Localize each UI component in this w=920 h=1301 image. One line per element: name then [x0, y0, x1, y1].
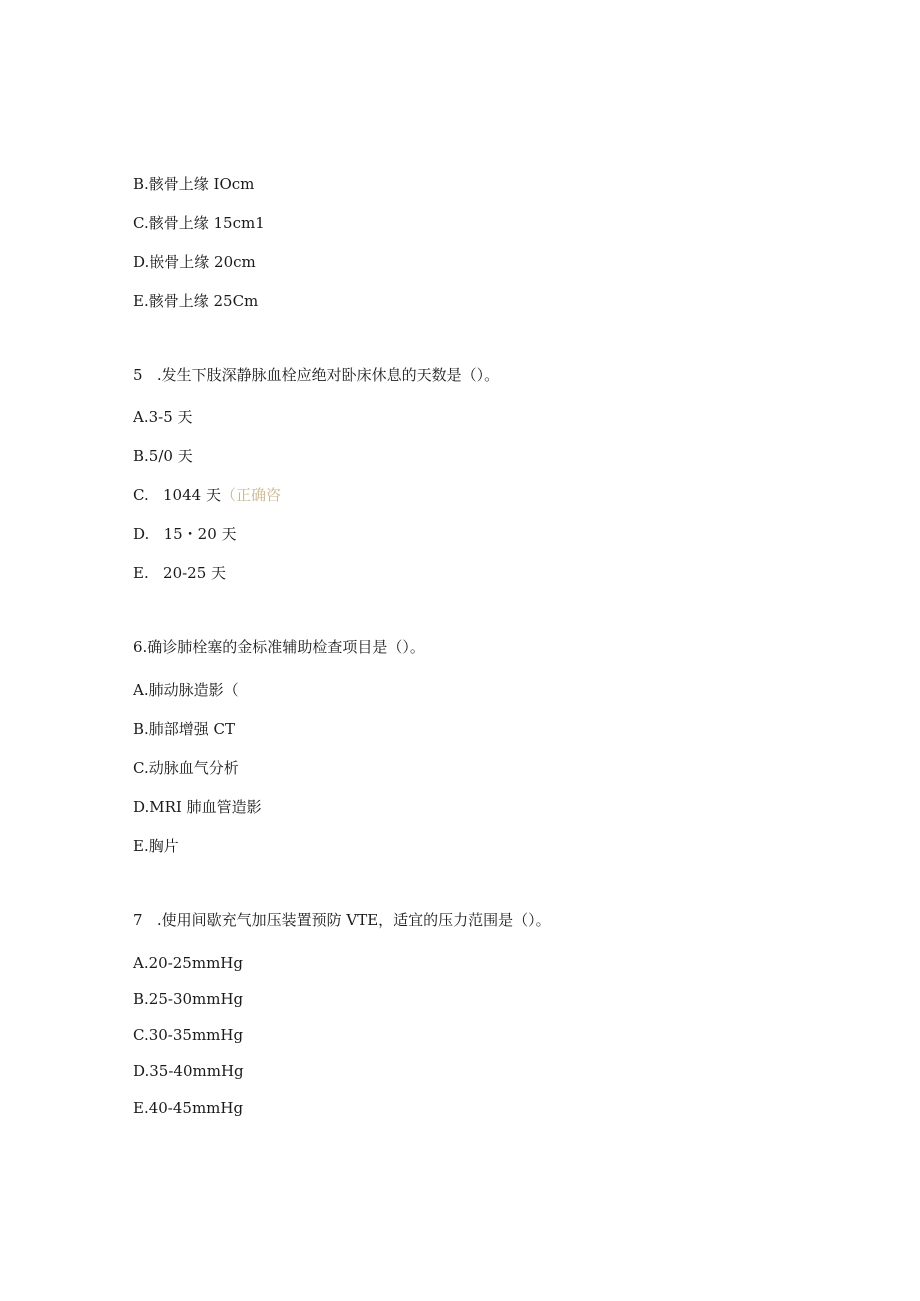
q4-option-c: C.骸骨上缘 15cm1: [133, 214, 265, 232]
q7-option-b: B.25-30mmHg: [133, 990, 244, 1008]
q7-option-e: E.40-45mmHg: [133, 1099, 244, 1117]
q7-option-a: A.20-25mmHg: [133, 954, 243, 972]
q5-option-e: E. 20-25 天: [133, 564, 227, 582]
q4-option-b: B.骸骨上缘 IOcm: [133, 175, 255, 193]
q6-option-b: B.肺部增强 CT: [133, 720, 236, 738]
q5-question: 5 .发生下肢深静脉血栓应绝对卧床休息的天数是（）。: [133, 366, 500, 384]
q5-option-b: B.5/0 天: [133, 447, 193, 465]
q5-option-c: [133, 485, 281, 505]
q5-option-d: D. 15・20 天: [133, 525, 237, 543]
q5-answer-hint: （正确咨: [220, 486, 281, 504]
q6-option-a: A.肺动脉造影（: [133, 681, 239, 699]
q4-option-d: D.嵌骨上缘 20cm: [133, 253, 256, 271]
q6-option-d: D.MRI 肺血管造影: [133, 798, 262, 816]
q6-option-e: E.胸片: [133, 837, 179, 855]
q7-option-c: C.30-35mmHg: [133, 1026, 244, 1044]
q7-question: 7 .使用间歇充气加压装置预防 VTE，适宜的压力范围是（）。: [133, 911, 551, 929]
q5-option-a: A.3-5 天: [133, 408, 193, 426]
q6-option-c: C.动脉血气分析: [133, 759, 239, 777]
q5-option-c-text: C. 1044 天: [133, 486, 221, 504]
q6-question: 6.确诊肺栓塞的金标准辅助检查项目是（）。: [133, 638, 425, 656]
q7-option-d: D.35-40mmHg: [133, 1062, 244, 1080]
q4-option-e: E.骸骨上缘 25Cm: [133, 292, 259, 310]
